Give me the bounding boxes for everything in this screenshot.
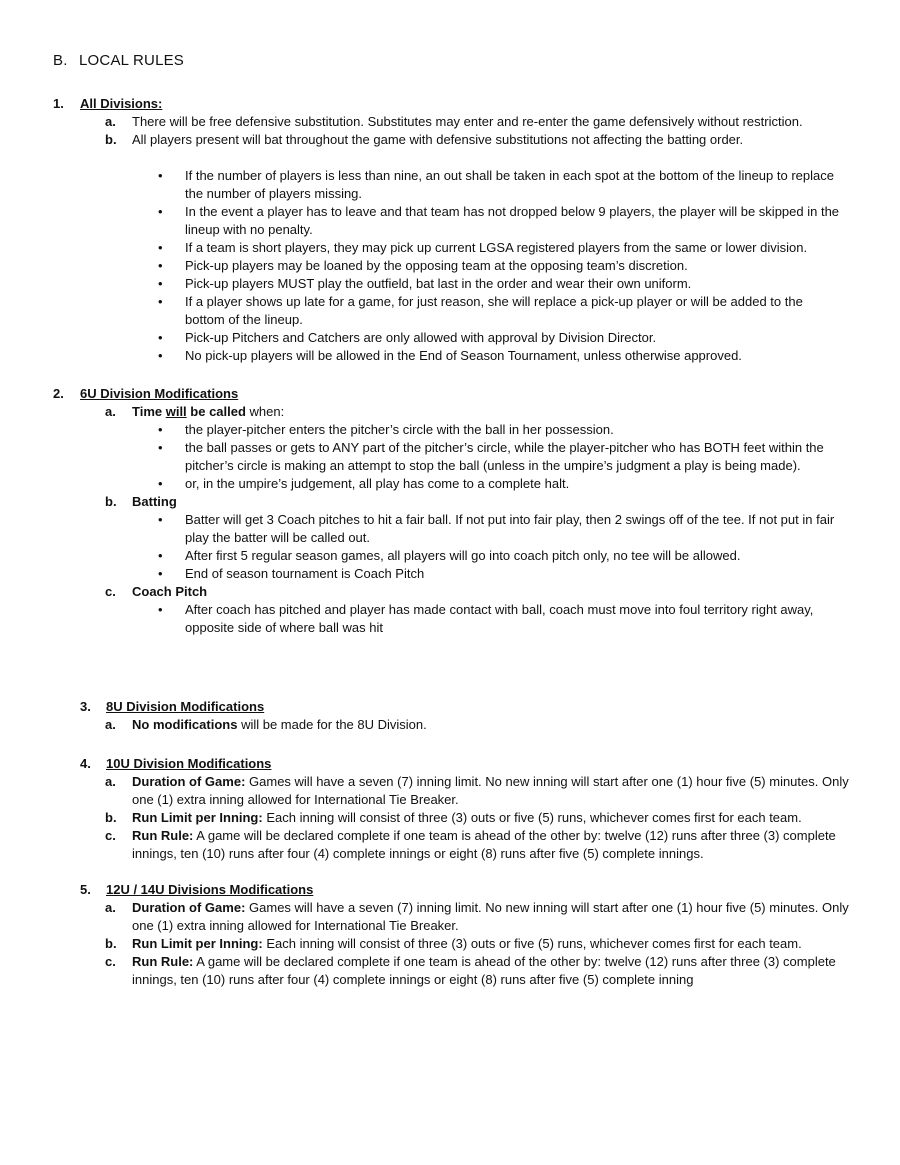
section-heading (53, 52, 184, 70)
rule-6u-division (53, 385, 853, 637)
item-label: Coach Pitch (132, 584, 208, 599)
rule-number: 2. (53, 386, 64, 401)
item-letter: a. (105, 114, 116, 129)
rule-heading (53, 881, 853, 899)
item-label: Run Rule: (132, 828, 194, 843)
rule-10u-division (53, 755, 853, 863)
item-text: will be made for the 8U Division. (237, 717, 427, 732)
item-letter: b. (105, 132, 117, 147)
list-item: • After coach has pitched and player has made contact with ball, coach must move into foul territory right away, opposite side of where ball was hit (53, 601, 853, 637)
rule-12u-14u-divisions (53, 881, 853, 989)
list-item: • No pick-up players will be allowed in the End of Season Tournament, unless otherwise approved. (53, 347, 853, 365)
bullet-list (53, 601, 853, 637)
rule-number: 3. (80, 699, 91, 714)
rule-title: All Divisions: (80, 96, 163, 111)
list-item: • If the number of players is less than nine, an out shall be taken in each spot at the bottom of the lineup to replace the number of players missing. (53, 167, 853, 203)
list-item: • If a team is short players, they may pick up current LGSA registered players from the same or lower division. (53, 239, 853, 257)
item-label: be called (186, 404, 246, 419)
item-text: A game will be declared complete if one team is ahead of the other by: twelve (12) runs after three (3) complete innings, ten (10) runs after four (4) complete innings or eight (8) runs after five (5) complete innings. (132, 828, 836, 861)
rule-all-divisions (53, 95, 853, 365)
item-label: Batting (132, 494, 177, 509)
item-label: Run Limit per Inning: (132, 936, 263, 951)
rule-title: 10U Division Modifications (106, 756, 272, 771)
item-letter: a. (105, 774, 116, 789)
rule-item-a (53, 899, 853, 935)
list-item: • Pick-up Pitchers and Catchers are only allowed with approval by Division Director. (53, 329, 853, 347)
rule-title: 6U Division Modifications (80, 386, 239, 401)
rule-item-b (53, 493, 853, 511)
list-item: • or, in the umpire’s judgement, all play has come to a complete halt. (53, 475, 853, 493)
rule-heading (53, 95, 853, 113)
rule-number: 4. (80, 756, 91, 771)
list-item: • the ball passes or gets to ANY part of the pitcher’s circle, while the player-pitcher who has BOTH feet within the pitcher’s circle is making an attempt to stop the ball (unless in the umpire’s judgment a play is being made). (53, 439, 853, 475)
rule-item-a (53, 113, 853, 131)
item-letter: c. (105, 584, 116, 599)
item-label: Duration of Game: (132, 900, 246, 915)
item-letter: b. (105, 936, 117, 951)
item-letter: a. (105, 717, 116, 732)
section-letter: B. (53, 52, 68, 69)
rule-8u-division (53, 698, 853, 734)
item-label: Run Rule: (132, 954, 194, 969)
item-letter: a. (105, 900, 116, 915)
rule-heading (53, 385, 853, 403)
rule-number: 5. (80, 882, 91, 897)
rule-heading (53, 698, 853, 716)
list-item: • After first 5 regular season games, all players will go into coach pitch only, no tee will be allowed. (53, 547, 853, 565)
item-letter: b. (105, 810, 117, 825)
list-item: • End of season tournament is Coach Pitch (53, 565, 853, 583)
item-letter: a. (105, 404, 116, 419)
item-letter: b. (105, 494, 117, 509)
rule-item-a (53, 403, 853, 421)
rule-title: 12U / 14U Divisions Modifications (106, 882, 314, 897)
rule-heading (53, 755, 853, 773)
item-text: A game will be declared complete if one team is ahead of the other by: twelve (12) runs after three (3) complete innings, ten (10) runs after four (4) complete innings or eight (8) runs after five (5) complete inning (132, 954, 836, 987)
list-item: • Pick-up players MUST play the outfield, bat last in the order and wear their own uniform. (53, 275, 853, 293)
item-text: when: (245, 404, 285, 419)
item-letter: c. (105, 954, 116, 969)
section-title: LOCAL RULES (79, 52, 185, 69)
rule-item-b (53, 809, 853, 827)
item-text: Games will have a seven (7) inning limit. No new inning will start after one (1) hour five (5) minutes. Only one (1) extra inning allowed for International Tie Breaker. (132, 900, 849, 933)
rule-item-c (53, 953, 853, 989)
item-label: Time (132, 404, 166, 419)
item-label: No modifications (132, 717, 238, 732)
bullet-list (53, 511, 853, 583)
item-label: Duration of Game: (132, 774, 246, 789)
list-item: • In the event a player has to leave and that team has not dropped below 9 players, the player will be skipped in the lineup with no penalty. (53, 203, 853, 239)
bullet-list (53, 421, 853, 493)
item-label: Run Limit per Inning: (132, 810, 263, 825)
item-letter: c. (105, 828, 116, 843)
rule-item-a (53, 773, 853, 809)
rule-item-b (53, 131, 853, 149)
rule-item-a (53, 716, 853, 734)
rule-title: 8U Division Modifications (106, 699, 265, 714)
list-item: • Batter will get 3 Coach pitches to hit a fair ball. If not put into fair play, then 2 swings off of the tee. If not put in fair play the batter will be called out. (53, 511, 853, 547)
item-text: All players present will bat throughout the game with defensive substitutions not affecting the batting order. (132, 132, 744, 147)
item-text: Games will have a seven (7) inning limit. No new inning will start after one (1) hour five (5) minutes. Only one (1) extra inning allowed for International Tie Breaker. (132, 774, 849, 807)
item-text: There will be free defensive substitution. Substitutes may enter and re-enter the game defensively without restriction. (132, 114, 803, 129)
list-item: • Pick-up players may be loaned by the opposing team at the opposing team’s discretion. (53, 257, 853, 275)
item-text: Each inning will consist of three (3) outs or five (5) runs, whichever comes first for each team. (262, 936, 802, 951)
rule-item-b (53, 935, 853, 953)
rule-item-c (53, 827, 853, 863)
bullet-list (53, 167, 853, 365)
rule-number: 1. (53, 96, 64, 111)
rule-item-c (53, 583, 853, 601)
list-item: • If a player shows up late for a game, for just reason, she will replace a pick-up player or will be added to the bottom of the lineup. (53, 293, 853, 329)
list-item: • the player-pitcher enters the pitcher’s circle with the ball in her possession. (53, 421, 853, 439)
item-text: Each inning will consist of three (3) outs or five (5) runs, whichever comes first for each team. (262, 810, 802, 825)
item-label-underlined: will (165, 404, 187, 419)
